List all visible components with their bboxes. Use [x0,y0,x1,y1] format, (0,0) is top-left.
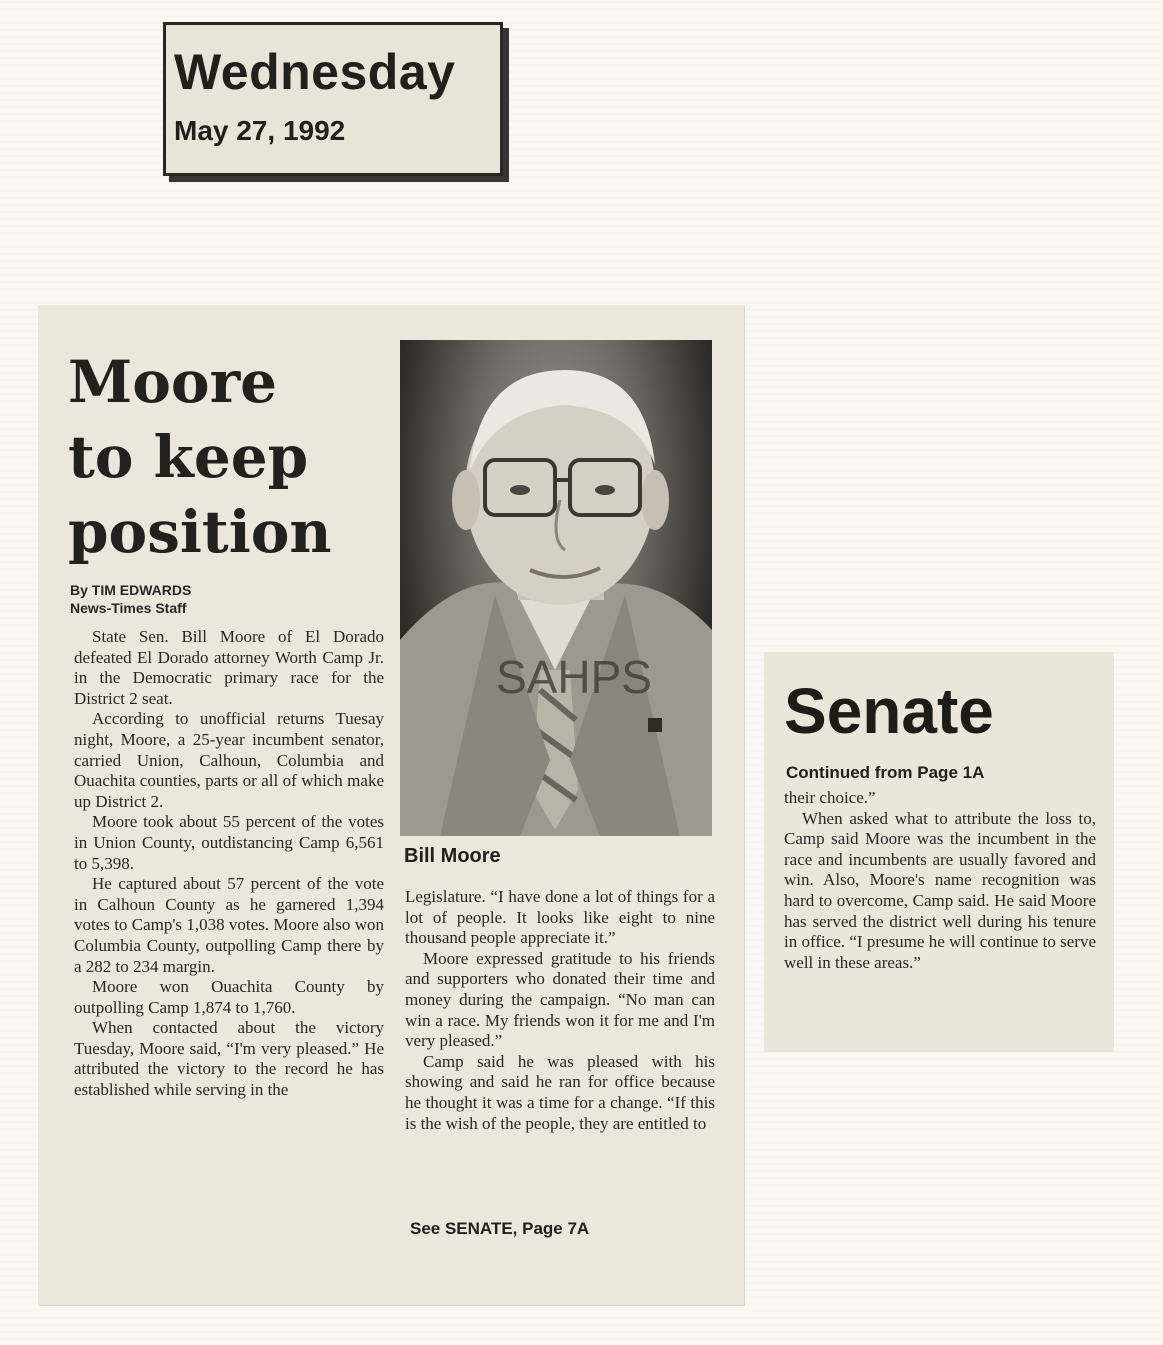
portrait-illustration [400,340,712,836]
continuation-column [784,788,1096,973]
paragraph: When asked what to attribute the loss to, Camp said Moore was the incumbent in the race and incumbents are usually favored and win. Also, Moore's name recognition was hard to overcome, Camp said. He said Moore has served the district well during his tenure in office. “I presume he will continue to serve well in these areas.” [784,808,1096,972]
byline [70,581,191,617]
paragraph: their choice.” [784,788,876,807]
continuation-title: Senate [784,675,994,747]
photo-caption: Bill Moore [404,845,501,867]
paragraph: Legislature. “I have done a lot of things for a lot of people. It looks like eight to nine thousand people appreciate it.” [405,887,715,948]
continuation-subtitle: Continued from Page 1A [786,763,985,782]
paragraph: Camp said he was pleased with his showing and said he ran for office because he thought it was a time for a change. “If this is the wish of the people, they are entitled to [405,1051,715,1133]
paragraph: Moore took about 55 percent of the votes in Union County, outdistancing Camp 6,561 to 5,398. [74,812,384,873]
portrait-photo [400,340,712,836]
jump-line: See SENATE, Page 7A [410,1219,590,1238]
article-clipping [38,305,744,1305]
date-weekday: Wednesday [174,44,456,100]
byline-staff: News-Times Staff [70,600,187,616]
photo-watermark: SAHPS [496,651,652,703]
date-clipping [163,22,503,176]
article-column-1 [74,627,384,1101]
article-headline: Moore to keep position [68,348,332,566]
paragraph: Moore won Ouachita County by outpolling Camp 1,874 to 1,760. [74,977,384,1017]
paragraph: He captured about 57 percent of the vote in Calhoun County as he garnered 1,394 votes to Camp's 1,038 votes. Moore also won Columbia County, outpolling Camp there by a 282 to 234 margin. [74,874,384,976]
article-column-2 [405,887,715,1134]
paragraph: Moore expressed gratitude to his friends and supporters who donated their time and money during the campaign. “No man can win a race. My friends won it for me and I'm very pleased.” [405,948,715,1051]
continuation-clipping [764,652,1114,1052]
byline-author: By TIM EDWARDS [70,582,192,598]
paragraph: According to unofficial returns Tuesay night, Moore, a 25-year incumbent senator, carried Union, Calhoun, Columbia and Ouachita counties, parts or all of which make up District 2. [74,709,384,811]
paragraph: When contacted about the victory Tuesday, Moore said, “I'm very pleased.” He attributed the victory to the record he has established while serving in the [74,1018,384,1100]
paragraph: State Sen. Bill Moore of El Dorado defeated El Dorado attorney Worth Camp Jr. in the Democratic primary race for the District 2 seat. [74,627,384,708]
date-full: May 27, 1992 [174,115,346,146]
